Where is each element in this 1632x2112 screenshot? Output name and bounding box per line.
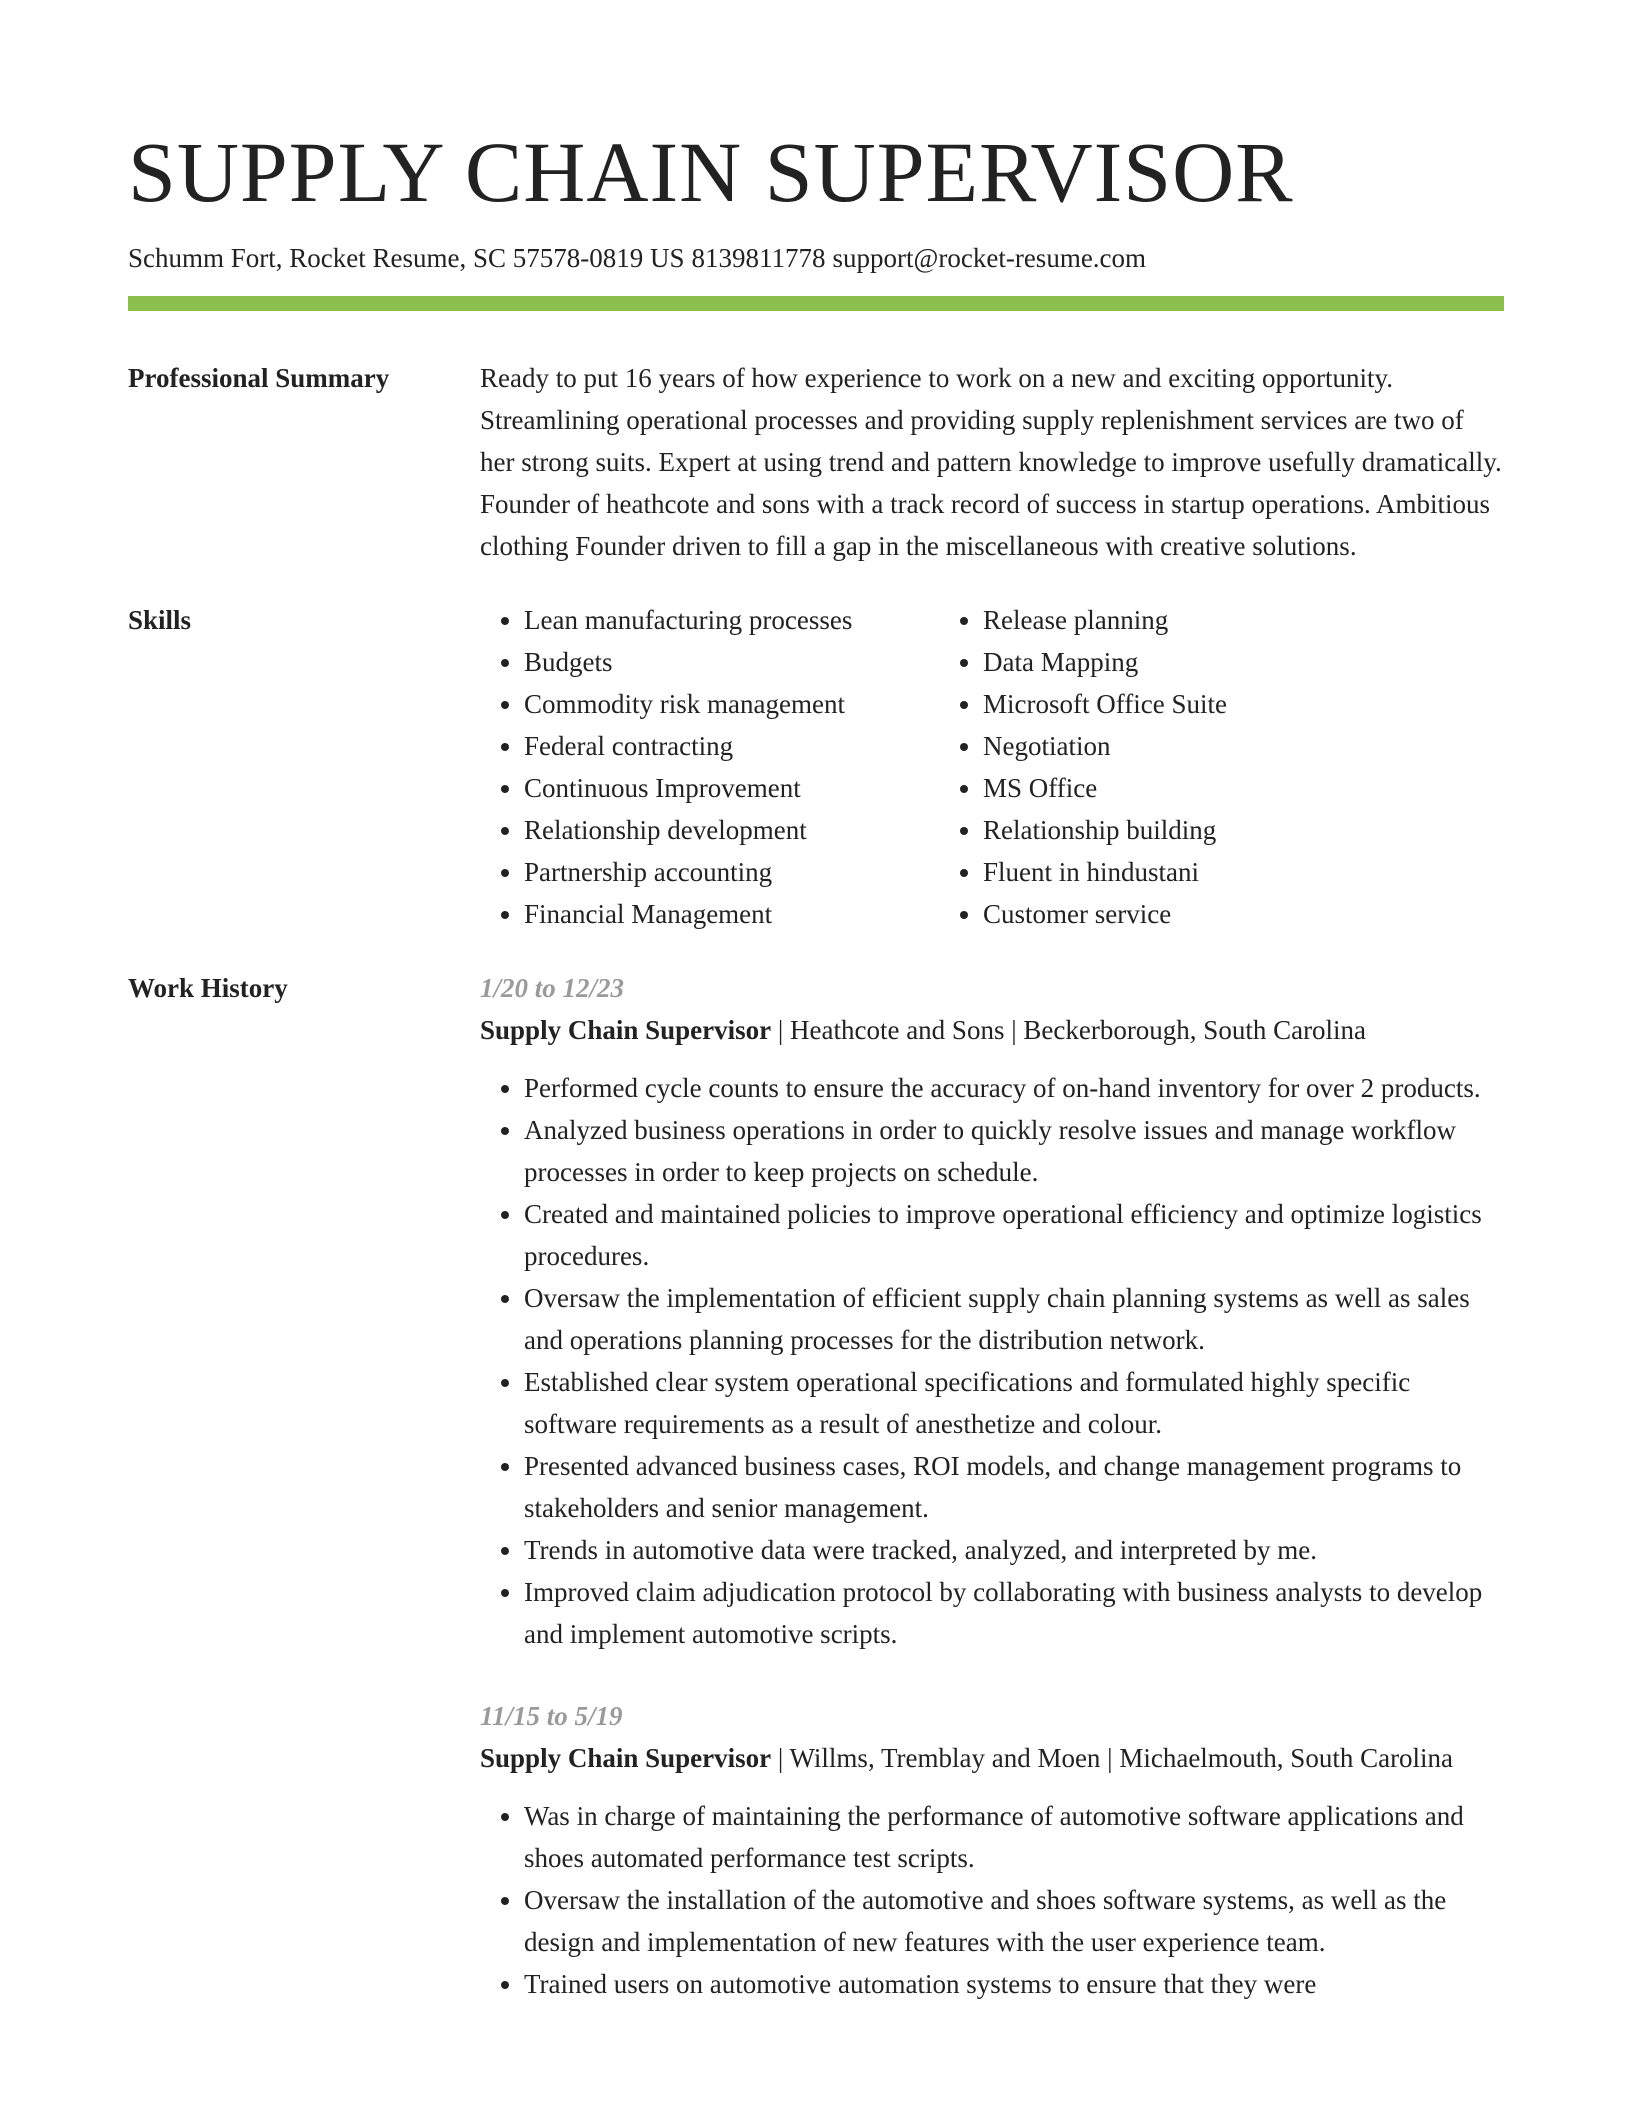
contact-line — [128, 240, 1504, 276]
job-bullet: • Trends in automotive data were tracked, analyzed, and interpreted by me. — [524, 1529, 1504, 1571]
skill-item: • Partnership accounting — [524, 851, 939, 893]
contact-email: support@rocket-resume.com — [832, 243, 1147, 273]
job-entry — [480, 1695, 1504, 2005]
job-dates: 11/15 to 5/19 — [480, 1701, 623, 1731]
job-bullet: • Created and maintained policies to improve operational efficiency and optimize logistics procedures. — [524, 1193, 1504, 1277]
skill-item: • Customer service — [983, 893, 1504, 935]
job-bullet: • Trained users on automotive automation systems to ensure that they were — [524, 1963, 1504, 2005]
professional-summary-section — [128, 357, 1504, 567]
skill-item: • Budgets — [524, 641, 939, 683]
job-title-line — [480, 1009, 1504, 1051]
job-bullet: • Was in charge of maintaining the performance of automotive software applications and shoes automated performance test scripts. — [524, 1795, 1504, 1879]
section-heading-skills: Skills — [128, 605, 192, 635]
section-heading-work-history: Work History — [128, 973, 288, 1003]
work-history-section — [128, 967, 1504, 2005]
job-title: Supply Chain Supervisor — [480, 1743, 772, 1773]
skill-item: • Commodity risk management — [524, 683, 939, 725]
summary-text: Ready to put 16 years of how experience to work on a new and exciting opportunity. Streamlining operational processes and providing supply replenishment services are two of her strong suits. Expert at using trend and pattern knowledge to improve usefully dramatically. Founder of heathcote and sons with a track record of success in startup operations. Ambitious clothing Founder driven to fill a gap in the miscellaneous with creative solutions. — [480, 363, 1502, 561]
job-bullet: • Improved claim adjudication protocol by collaborating with business analysts to develop and implement automotive scripts. — [524, 1571, 1504, 1655]
contact-phone: 8139811778 — [691, 243, 826, 273]
contact-address: Schumm Fort, Rocket Resume, SC 57578-0819 US — [128, 243, 685, 273]
skill-item: • Microsoft Office Suite — [983, 683, 1504, 725]
skill-item: • Relationship development — [524, 809, 939, 851]
job-details: | Heathcote and Sons | Beckerborough, South Carolina — [771, 1015, 1367, 1045]
accent-divider — [128, 296, 1504, 311]
job-title: Supply Chain Supervisor — [480, 1015, 772, 1045]
resume-name: SUPPLY CHAIN SUPERVISOR — [128, 124, 1294, 220]
skill-item: • Relationship building — [983, 809, 1504, 851]
job-dates: 1/20 to 12/23 — [480, 973, 625, 1003]
skill-item: • Financial Management — [524, 893, 939, 935]
skill-item: • Continuous Improvement — [524, 767, 939, 809]
skill-item: • Data Mapping — [983, 641, 1504, 683]
section-heading-summary: Professional Summary — [128, 363, 390, 393]
job-entry — [480, 967, 1504, 1655]
job-bullet: • Oversaw the implementation of efficient supply chain planning systems as well as sales and operations planning processes for the distribution network. — [524, 1277, 1504, 1361]
skills-list-left — [480, 599, 939, 935]
skills-section — [128, 599, 1504, 935]
job-details: | Willms, Tremblay and Moen | Michaelmouth, South Carolina — [771, 1743, 1454, 1773]
job-bullet: • Oversaw the installation of the automotive and shoes software systems, as well as the design and implementation of new features with the user experience team. — [524, 1879, 1504, 1963]
job-bullet: • Performed cycle counts to ensure the accuracy of on-hand inventory for over 2 products. — [524, 1067, 1504, 1109]
skills-list-right — [939, 599, 1504, 935]
skill-item: • Fluent in hindustani — [983, 851, 1504, 893]
job-bullets — [480, 1795, 1504, 2005]
skill-item: • Lean manufacturing processes — [524, 599, 939, 641]
skill-item: • Negotiation — [983, 725, 1504, 767]
job-bullet: • Analyzed business operations in order to quickly resolve issues and manage workflow processes in order to keep projects on schedule. — [524, 1109, 1504, 1193]
job-bullet: • Presented advanced business cases, ROI models, and change management programs to stakeholders and senior management. — [524, 1445, 1504, 1529]
resume-page — [128, 0, 1504, 2005]
job-bullets — [480, 1067, 1504, 1655]
skill-item: • Release planning — [983, 599, 1504, 641]
skill-item: • Federal contracting — [524, 725, 939, 767]
job-bullet: • Established clear system operational specifications and formulated highly specific software requirements as a result of anesthetize and colour. — [524, 1361, 1504, 1445]
job-title-line — [480, 1737, 1504, 1779]
skill-item: • MS Office — [983, 767, 1504, 809]
